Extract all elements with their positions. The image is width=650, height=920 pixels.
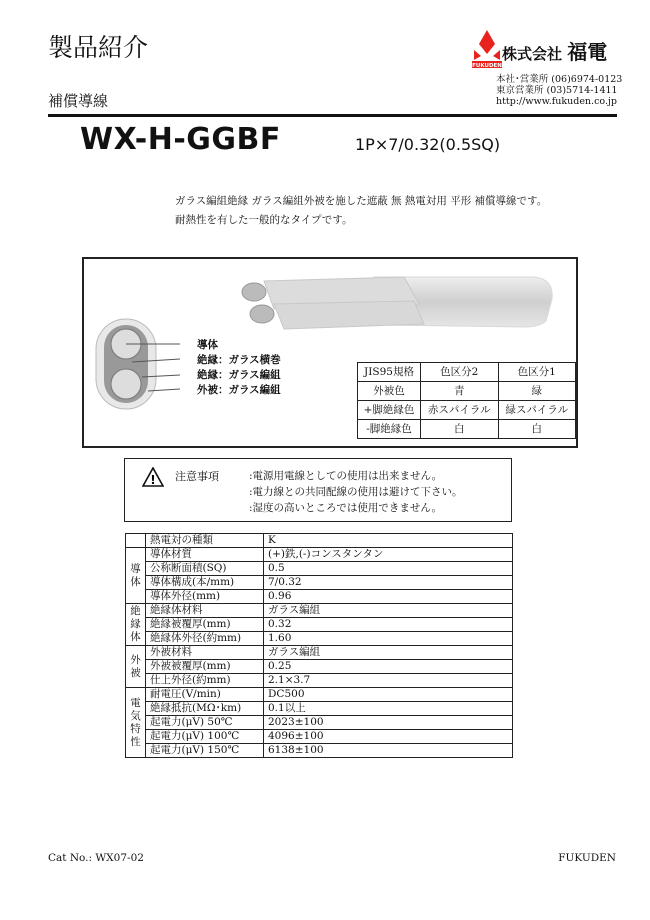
jis-cell: 赤スパイラル [421,401,498,420]
notice-box [124,458,512,522]
spec-label: 起電力(μV) 50℃ [146,716,264,730]
spec-label: 起電力(μV) 100℃ [146,730,264,744]
jis-cell: 青 [421,382,498,401]
warning-icon [142,467,164,487]
spec-row [126,716,513,730]
spec-value: 4096±100 [264,730,513,744]
spec-value: 6138±100 [264,744,513,758]
spec-row [126,660,513,674]
spec-value: (+)鉄,(-)コンスタンタン [264,548,513,562]
spec-row [126,632,513,646]
svg-text:FUKUDEN: FUKUDEN [472,63,502,68]
spec-row [126,534,513,548]
jis-cell: 白 [498,420,576,439]
spec-value: DC500 [264,688,513,702]
model-name: WX-H-GGBF [80,122,281,157]
jis-cell: 白 [421,420,498,439]
notice-item: :湿度の高いところでは使用できません。 [249,502,443,514]
spec-table [125,533,513,758]
jis-cell: -脚絶縁色 [358,420,421,439]
spec-label: 絶縁体外径(約mm) [146,632,264,646]
spec-group: 外被 [126,646,146,688]
company-name: 株式会社 福電 [502,40,608,64]
spec-row [126,604,513,618]
jis-cell: +脚絶縁色 [358,401,421,420]
spec-row [126,590,513,604]
model-spec: 1P×7/0.32(0.5SQ) [355,135,501,154]
spec-value: 0.25 [264,660,513,674]
spec-value: 1.60 [264,632,513,646]
jis-cell: 色区分1 [498,363,576,382]
jis-color-table [357,362,576,439]
spec-row [126,548,513,562]
spec-group: 電気特性 [126,688,146,758]
spec-row [126,562,513,576]
spec-value: 2.1×3.7 [264,674,513,688]
spec-group: 導体 [126,548,146,604]
jis-cell: 緑 [498,382,576,401]
notice-item: :電源用電線としての使用は出来ません。 [249,470,443,482]
address-line: 本社･営業所 (06)6974-0123 [496,74,623,85]
spec-value: 0.5 [264,562,513,576]
spec-label: 絶縁体材料 [146,604,264,618]
spec-label: 熱電対の種類 [146,534,264,548]
jis-row [358,363,576,382]
spec-value: ガラス編組 [264,646,513,660]
spec-row [126,646,513,660]
spec-label: 絶縁被覆厚(mm) [146,618,264,632]
jis-cell: 外被色 [358,382,421,401]
jis-row [358,420,576,439]
spec-label: 導体構成(本/mm) [146,576,264,590]
description: ガラス編組絶縁 ガラス編組外被を施した遮蔽 無 熱電対用 平形 補償導線です。 耐熱性を有した一般的なタイプです。 [175,195,548,226]
spec-value: 2023±100 [264,716,513,730]
catalog-number: Cat No.: WX07-02 [48,852,144,864]
spec-value: 7/0.32 [264,576,513,590]
jis-cell: JIS95規格 [358,363,421,382]
spec-label: 外被被覆厚(mm) [146,660,264,674]
jis-row [358,382,576,401]
spec-value: 0.96 [264,590,513,604]
spec-row [126,702,513,716]
jis-cell: 緑スパイラル [498,401,576,420]
spec-label: 公称断面積(SQ) [146,562,264,576]
divider [48,114,617,117]
fukuden-logo-icon [472,28,502,68]
spec-label: 絶縁抵抗(MΩ･km) [146,702,264,716]
label-conductor: 導体 [197,339,218,351]
notice-title: 注意事項 [175,470,219,483]
spec-label: 導体材質 [146,548,264,562]
spec-value: 0.1以上 [264,702,513,716]
label-insulation-braid: 絶縁：ガラス編組 [197,369,281,381]
spec-label: 外被材料 [146,646,264,660]
spec-label: 導体外径(mm) [146,590,264,604]
category-title: 補償導線 [48,92,109,110]
spec-value: 0.32 [264,618,513,632]
svg-text:!: ! [150,473,156,487]
notice-item: :電力線との共同配線の使用は避けて下さい。 [249,486,463,498]
spec-row [126,688,513,702]
label-insulation-wrap: 絶縁：ガラス横巻 [197,354,281,366]
jis-cell: 色区分2 [421,363,498,382]
spec-value: ガラス編組 [264,604,513,618]
spec-row [126,618,513,632]
address-line: 東京営業所 (03)5714-1411 [496,85,618,96]
spec-label: 耐電圧(V/min) [146,688,264,702]
website-link[interactable]: http://www.fukuden.co.jp [496,96,617,107]
jis-row [358,401,576,420]
spec-group: 絶縁体 [126,604,146,646]
spec-label: 起電力(μV) 150℃ [146,744,264,758]
spec-row [126,744,513,758]
spec-group [126,534,146,548]
spec-value: K [264,534,513,548]
page-title: 製品紹介 [48,33,149,62]
spec-row [126,674,513,688]
spec-row [126,576,513,590]
spec-label: 仕上外径(約mm) [146,674,264,688]
footer-brand: FUKUDEN [558,852,616,864]
label-jacket-braid: 外被：ガラス編組 [197,384,281,396]
spec-row [126,730,513,744]
